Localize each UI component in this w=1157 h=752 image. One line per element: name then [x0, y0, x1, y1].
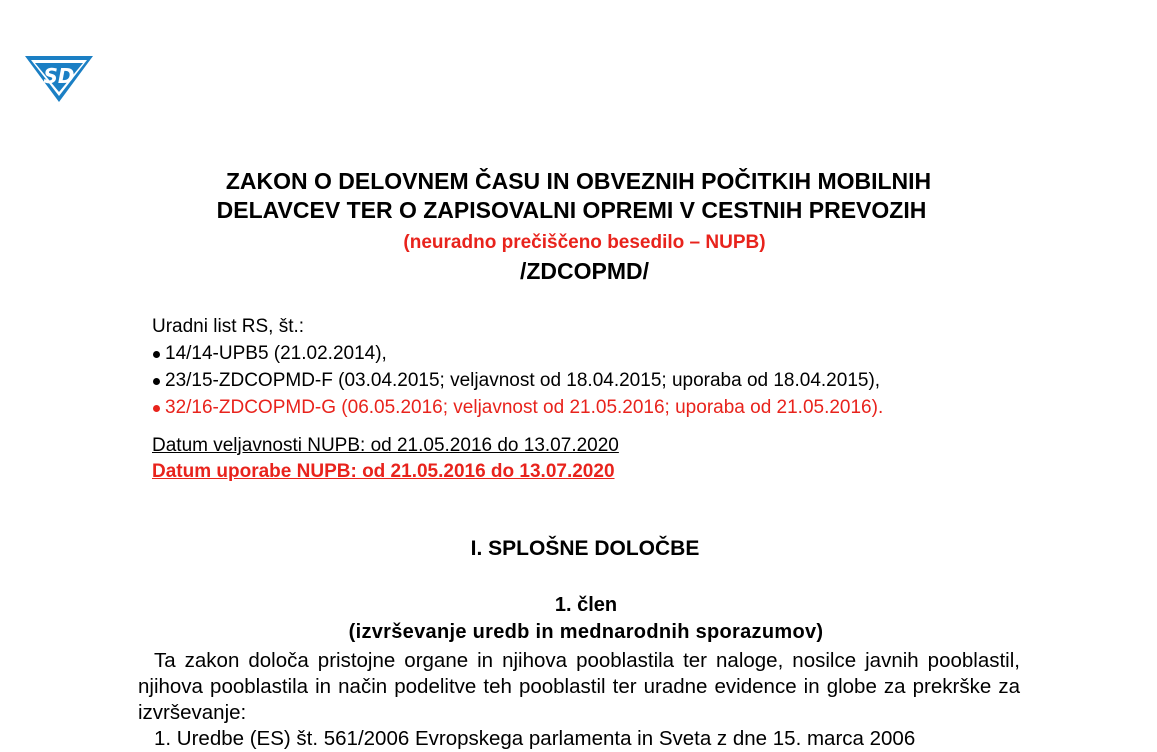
article-paragraph: Ta zakon določa pristojne organe in njihova pooblastila ter naloge, nosilce javnih pooblastil, njihova pooblastila in način podelitve teh pooblastil ter uradne evidence in globe za prekrške za izvrševanje: [138, 649, 1020, 724]
article-list-item: 1. Uredbe (ES) št. 561/2006 Evropskega parlamenta in Sveta z dne 15. marca 2006 [154, 727, 916, 750]
publisher-logo [22, 50, 96, 104]
law-title-line-2: DELAVCEV TER O ZAPISOVALNI OPREMI V CESTNIH PREVOZIH [216, 197, 927, 223]
article-body [138, 648, 1020, 752]
bullet-icon [153, 351, 160, 358]
gazette-item: 32/16-ZDCOPMD-G (06.05.2016; veljavnost od 21.05.2016; uporaba od 21.05.2016). [152, 394, 883, 421]
law-title-line-1: ZAKON O DELOVNEM ČASU IN OBVEZNIH POČITKIH MOBILNIH [225, 168, 932, 194]
validity-dates [152, 433, 619, 485]
law-subtitle: (neuradno prečiščeno besedilo – NUPB) [403, 232, 766, 253]
article-heading [0, 592, 1157, 646]
law-abbreviation: /ZDCOPMD/ [519, 258, 650, 284]
official-gazette-list [152, 313, 883, 421]
svg-text:SD: SD [43, 64, 75, 88]
article-number: 1. člen [554, 594, 618, 616]
gazette-item: 14/14-UPB5 (21.02.2014), [152, 340, 883, 367]
article-subtitle: (izvrševanje uredb in mednarodnih sporazumov) [348, 621, 824, 643]
gazette-label: Uradni list RS, št.: [152, 316, 305, 337]
bullet-icon [153, 405, 160, 412]
gazette-item: 23/15-ZDCOPMD-F (03.04.2015; veljavnost od 18.04.2015; uporaba od 18.04.2015), [152, 367, 883, 394]
bullet-icon [153, 378, 160, 385]
chapter-heading: I. SPLOŠNE DOLOČBE [470, 537, 700, 560]
application-date-line: Datum uporabe NUPB: od 21.05.2016 do 13.07.2020 [152, 461, 615, 482]
validity-date-line: Datum veljavnosti NUPB: od 21.05.2016 do 13.07.2020 [152, 435, 619, 456]
